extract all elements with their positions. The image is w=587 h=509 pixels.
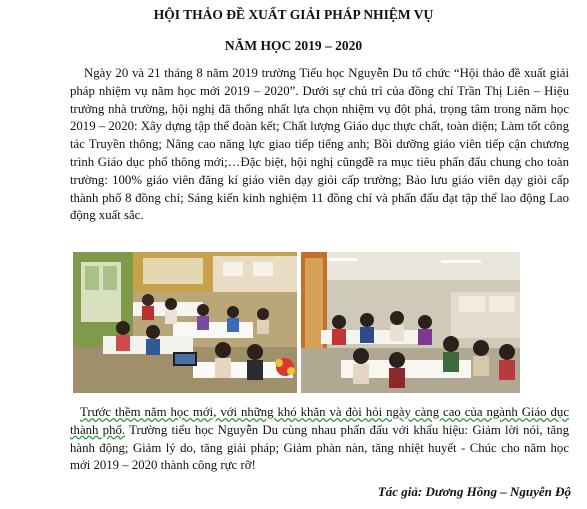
paragraph-2-rest: Trường tiểu học Nguyễn Du cùng nhau phấn đấu với khẩu hiệu: Giảm lời nói, tăng hành động; Giảm lý do, tăng giải pháp; Giảm phàn nàn, tăng nhiệt huyết - Chúc cho năm học mới 2019 – 2020 thành công rực rỡ!	[70, 422, 569, 473]
article-paragraph-2	[70, 404, 569, 475]
article-paragraph-1: Ngày 20 và 21 tháng 8 năm 2019 trường Tiểu học Nguyễn Du tổ chức “Hội thảo đề xuất giải pháp nhiệm vụ năm học mới 2019 – 2020”. Dưới sự chủ trì của đồng chí Trần Thị Liên – Hiệu trưởng nhà trường, hội nghị đã thống nhất lựa chọn nhiệm vụ đột phá, trọng tâm trong năm học 2019 – 2020: Xây dựng tập thể đoàn kết; Chất lượng Giáo dục thực chất, toàn diện; Làm tốt công tác Truyền thông; Nâng cao năng lực giao tiếp tiếng anh; Bồi dưỡng giáo viên tiếp cận chương trình Giáo dục phổ thông mới;…Đặc biệt, hội nghị cũngđề ra mục tiêu phấn đấu chung cho toàn trường: 100% giáo viên đăng kí giáo viên dạy giỏi cấp trường; Bảo lưu giáo viên dạy giỏi cấp thành phố 8 đồng chí; Sáng kiến kinh nghiệm 11 đồng chí và phấn đấu đạt tập thể lao động Lao động xuất sắc.	[70, 66, 569, 223]
article-title-line-2: NĂM HỌC 2019 – 2020	[224, 38, 363, 53]
article-title-line-1: HỘI THẢO ĐỀ XUẤT GIẢI PHÁP NHIỆM VỤ	[153, 7, 434, 22]
meeting-photo-left	[73, 252, 297, 393]
meeting-photo-right	[301, 252, 520, 393]
underlined-sentence: Trước thềm năm học mới, với những khó khăn và đòi hỏi ngày càng cao của ngành Giáo dục thành phố.	[70, 405, 569, 437]
author-line: Tác giả: Dương Hồng – Nguyễn Độ	[377, 484, 571, 499]
